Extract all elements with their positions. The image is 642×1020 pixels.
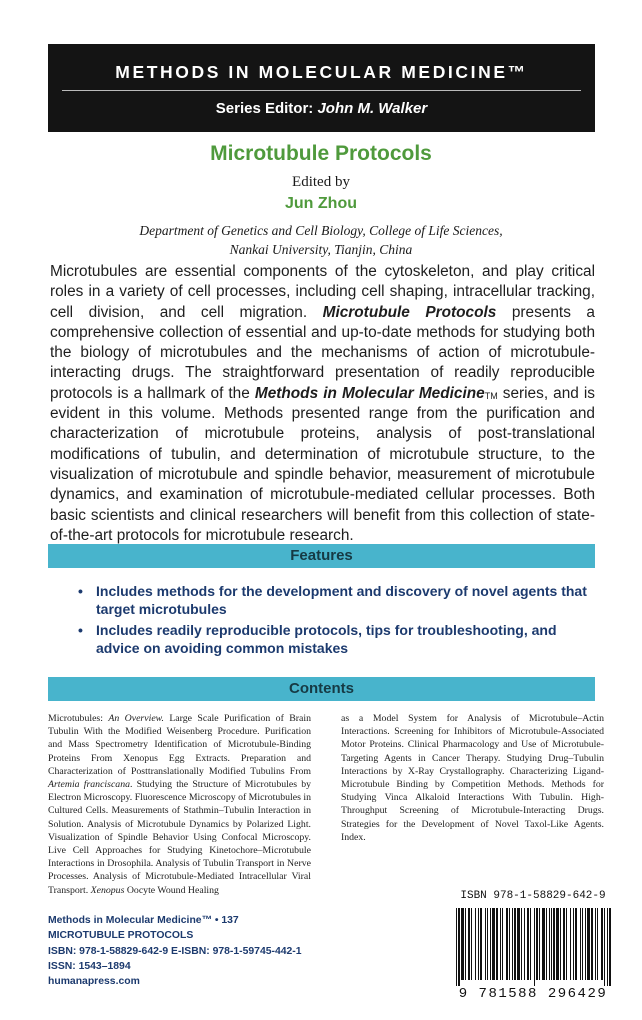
contents-text: Oocyte Wound Healing	[124, 884, 219, 896]
volume-title: MICROTUBULE PROTOCOLS	[48, 930, 194, 942]
barcode-bar	[487, 908, 488, 980]
contents-text: . Studying the Structure of Microtubules by Electron Microscopy. Fluorescence Microscopy of Microtubules in Cultured Cells. Measurements of Stathmin–Tubulin Interaction in Solution. Analysis of Microtubule Dynamics by Polarized Light. Visualization of Spindle Behavior Using Confocal Microscopy. Live Cell Approaches for Studying Kinetochore–Microtubule Interactions in Drosophila. Analysis of Tubulin Transport in Nerve Processes. Analysis of Microtubule-Mediated Intracellular Viral Transport.	[48, 779, 311, 896]
series-editor-name: John M. Walker	[317, 100, 428, 117]
barcode-bar	[536, 908, 538, 980]
contents-column-left	[48, 712, 311, 897]
trademark-mark: TM	[484, 390, 498, 401]
barcode-bar	[468, 908, 470, 980]
feature-text: Includes readily reproducible protocols, tips for troubleshooting, and advice on avoiding common mistakes	[96, 622, 557, 656]
barcode-bar	[485, 908, 486, 980]
barcode-bar	[478, 908, 479, 980]
barcode-bar	[480, 908, 482, 980]
barcode-bar	[591, 908, 593, 980]
barcode-bar	[530, 908, 531, 980]
contents-column-right: as a Model System for Analysis of Microtubule–Actin Interactions. Screening for Inhibitors of Microtubule-Associated Motor Proteins. Clinical Pharmacology and Use of Microtubule-Targeting Agents in Cancer Therapy. Studying Drug–Tubulin Interactions by X-Ray Crystallography. Characterizing Ligand-Microtubule Binding by Competition Methods. Methods for Studying Vinca Alkaloid Interactions With Tubulin. High-Throughput Screening of Microtubule-Interacting Drugs. Strategies for the Development of Novel Taxol-Like Agents. Index.	[341, 713, 604, 843]
barcode-bar	[502, 908, 503, 980]
contents-text: Large Scale Purification of Brain Tubulin With the Modified Weisenberg Procedure. Purification and Mass Spectrometry Identification of Microtubule-Binding Proteins From Xenopus Egg Extracts. Preparation and Characterization of Posttranslationally Modified Tubulins From	[48, 713, 311, 777]
barcode-bar	[551, 908, 552, 980]
barcode-bar	[604, 908, 605, 986]
edited-by-label: Edited by	[292, 174, 350, 190]
barcode-bar	[475, 908, 476, 980]
barcode-bar	[607, 908, 608, 986]
barcode-bar	[514, 908, 516, 980]
issn-line: ISSN: 1543–1894	[48, 960, 131, 972]
features-heading: Features	[48, 544, 595, 568]
barcode-bar	[527, 908, 529, 980]
barcode-bar	[587, 908, 590, 980]
contents-heading: Contents	[48, 677, 595, 701]
barcode-bar	[582, 908, 583, 980]
barcode-bar	[542, 908, 545, 980]
contents-text: Microtubules:	[48, 713, 109, 724]
book-description	[50, 262, 595, 546]
barcode-bar	[521, 908, 522, 980]
volume-editor: Jun Zhou	[285, 195, 357, 212]
barcode-bar	[500, 908, 501, 980]
barcode-bar	[601, 908, 603, 980]
barcode-icon	[452, 908, 614, 986]
barcode-bar	[553, 908, 555, 980]
series-editor	[48, 100, 595, 117]
isbn-line: ISBN: 978-1-58829-642-9 E-ISBN: 978-1-59745-442-1	[48, 945, 302, 957]
description-text: presents a comprehensive collection of essential and up-to-date methods for studying both the biology of microtubules and the mechanisms of action of microtubule-interacting drugs. The straightforward presentation of readily reproducible protocols is a hallmark of the	[50, 303, 595, 402]
barcode-bar	[524, 908, 525, 980]
bullet-icon: •	[78, 583, 83, 599]
barcode-bar	[465, 908, 466, 980]
barcode-isbn-text: ISBN 978-1-58829-642-9	[460, 890, 606, 902]
contents-text-italic: An Overview.	[108, 713, 164, 724]
barcode-bar	[512, 908, 513, 980]
barcode-bar	[597, 908, 598, 980]
barcode-bar	[595, 908, 596, 980]
series-header	[48, 44, 595, 132]
description-series-name: Methods in Molecular Medicine	[254, 384, 485, 402]
barcode-bar	[609, 908, 611, 986]
barcode-bar	[560, 908, 561, 980]
barcode-bar	[556, 908, 559, 980]
series-editor-label: Series Editor:	[215, 100, 314, 117]
description-book-title: Microtubule Protocols	[322, 303, 497, 321]
barcode-bar	[573, 908, 574, 980]
barcode-bar	[580, 908, 581, 980]
feature-item	[78, 621, 598, 657]
barcode-bar	[458, 908, 460, 986]
barcode-bar	[461, 908, 464, 980]
publisher-info	[48, 913, 302, 989]
feature-item	[78, 582, 598, 618]
series-volume: Methods in Molecular Medicine™ • 137	[48, 915, 239, 926]
bullet-icon: •	[78, 622, 83, 638]
barcode-bar	[517, 908, 520, 980]
barcode-bar	[506, 908, 508, 980]
features-list	[78, 582, 598, 660]
barcode-bar	[456, 908, 457, 986]
contents-text-italic: Artemia franciscana	[48, 779, 130, 791]
barcode-bar	[585, 908, 586, 980]
affiliation-line-2: Nankai University, Tianjin, China	[229, 242, 413, 257]
description-text: Microtubules are essential components of the cytoskeleton, and play critical roles in a variety of cell processes, including cell shaping, intracellular tracking, cell division, and cell migration.	[50, 263, 595, 321]
barcode-bar	[575, 908, 577, 980]
barcode-bar	[496, 908, 498, 980]
barcode-bar	[471, 908, 472, 980]
affiliation-line-1: Department of Genetics and Cell Biology, College of Life Sciences,	[139, 223, 503, 238]
barcode-bar	[509, 908, 510, 980]
series-title: METHODS IN MOLECULAR MEDICINE™	[115, 62, 528, 82]
editor-affiliation	[0, 221, 642, 259]
barcode-bar	[492, 908, 495, 980]
feature-text: Includes methods for the development and discovery of novel agents that target microtubules	[96, 583, 587, 617]
series-divider	[62, 90, 581, 91]
publisher-url: humanapress.com	[48, 976, 140, 988]
barcode-bar	[546, 908, 547, 980]
barcode-bar	[570, 908, 571, 980]
barcode-bar	[566, 908, 567, 980]
barcode-bar	[549, 908, 550, 980]
contents-text-italic: Xenopus	[90, 884, 125, 896]
barcode-bar	[490, 908, 491, 980]
barcode-bar	[539, 908, 540, 980]
barcode-bar	[563, 908, 565, 980]
book-title: Microtubule Protocols	[210, 142, 432, 165]
barcode-bar	[534, 908, 535, 986]
barcode-block	[444, 884, 622, 1012]
description-text: series, and is evident in this volume. Methods presented range from the purification and characterization of microtubule proteins, analysis of post-translational modifications of tubulin, and determination of microtubule structure, to the visualization of microtubule and spindle behavior, measurement of microtubule dynamics, and examination of microtubule-mediated cellular processes. Both basic scientists and clinical researchers will benefit from this collection of state-of-the-art protocols for microtubule research.	[50, 384, 596, 544]
barcode-digits: 9 781588 296429	[458, 986, 608, 1002]
